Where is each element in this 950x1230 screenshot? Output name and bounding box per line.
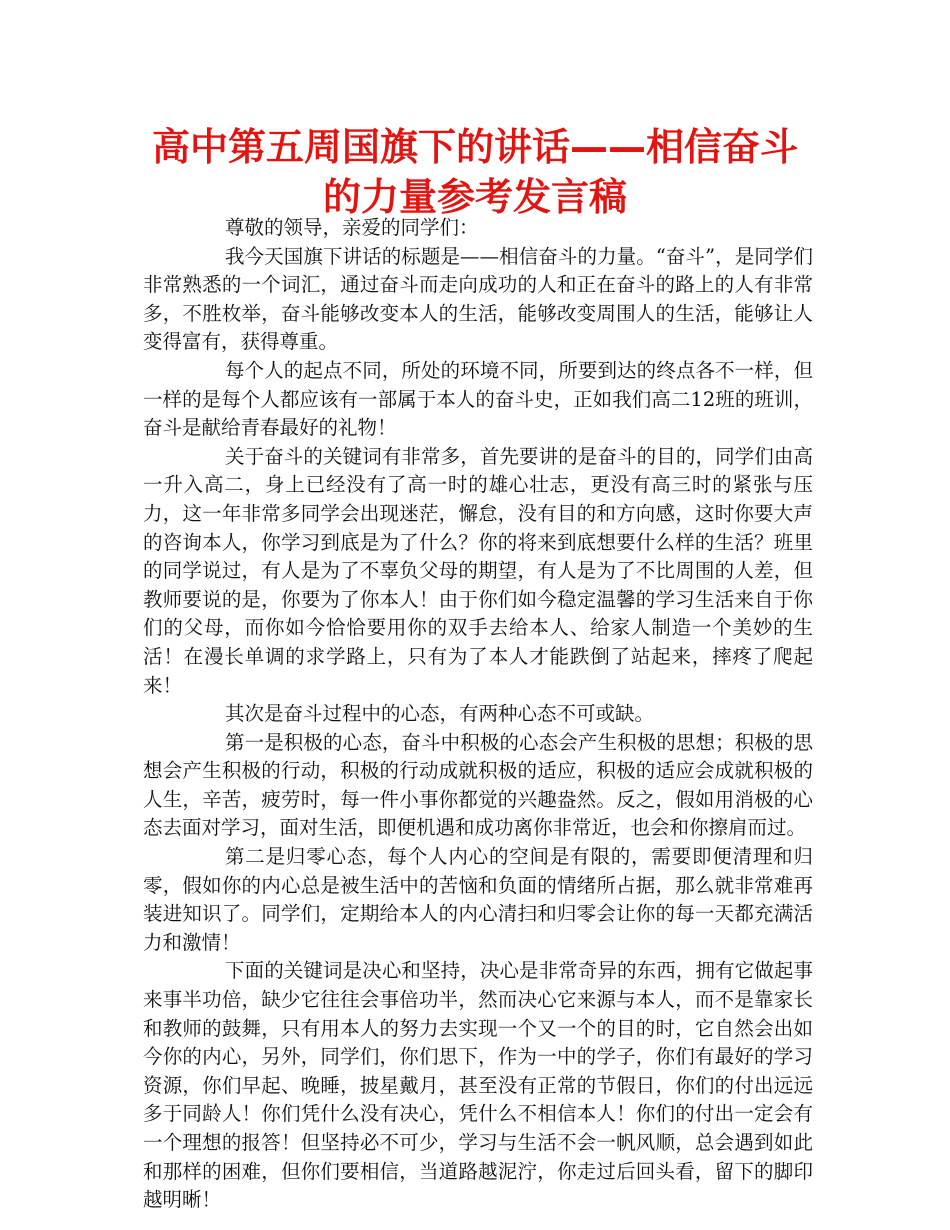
document-title: 高中第五周国旗下的讲话——相信奋斗的力量参考发言稿 [151,125,798,219]
document-body [143,214,813,1215]
paragraph: 关于奋斗的关键词有非常多，首先要讲的是奋斗的目的，同学们由高一升入高二，身上已经没有了高一时的雄心壮志，更没有高三时的紧张与压力，这一年非常多同学会出现迷茫，懈怠，没有目的和方向感，这时你要大声的咨询本人，你学习到底是为了什么？你的将来到底想要什么样的生活？班里的同学说过，有人是为了不辜负父母的期望，有人是为了不比周围的人差，但教师要说的是，你要为了你本人！由于你们如今稳定温馨的学习生活来自于你们的父母，而你如今恰恰要用你的双手去给本人、给家人制造一个美妙的生活！在漫长单调的求学路上，只有为了本人才能跌倒了站起来，摔疼了爬起来！ [143,444,813,697]
paragraph: 下面的关键词是决心和坚持，决心是非常奇异的东西，拥有它做起事来事半功倍，缺少它往往会事倍功半，然而决心它来源与本人，而不是靠家长和教师的鼓舞，只有用本人的努力去实现一个又一个的目的时，它自然会出如今你的内心，另外，同学们，你们思下，作为一中的学子，你们有最好的学习资源，你们早起、晚睡，披星戴月，甚至没有正常的节假日，你们的付出远远多于同龄人！你们凭什么没有决心，凭什么不相信本人！你们的付出一定会有一个理想的报答！但坚持必不可少，学习与生活不会一帆风顺，总会遇到如此和那样的困难，但你们要相信，当道路越泥泞，你走过后回头看，留下的脚印越明晰！ [143,959,813,1212]
paragraph: 第二是归零心态，每个人内心的空间是有限的，需要即便清理和归零，假如你的内心总是被生活中的苦恼和负面的情绪所占据，那么就非常难再装进知识了。同学们，定期给本人的内心清扫和归零会让你的每一天都充满活力和激情！ [143,845,813,954]
paragraph: 我今天国旗下讲话的标题是——相信奋斗的力量。“奋斗”，是同学们非常熟悉的一个词汇，通过奋斗而走向成功的人和正在奋斗的路上的人有非常多，不胜枚举，奋斗能够改变本人的生活，能够改变周围人的生活，能够让人变得富有，获得尊重。 [143,244,813,354]
paragraph: 第一是积极的心态，奋斗中积极的心态会产生积极的思想；积极的思想会产生积极的行动，积极的行动成就积极的适应，积极的适应会成就积极的人生，辛苦，疲劳时，每一件小事你都觉的兴趣盎然。反之，假如用消极的心态去面对学习，面对生活，即便机遇和成功离你非常近，也会和你擦肩而过。 [143,730,813,840]
salutation: 尊敬的领导，亲爱的同学们： [225,216,479,239]
paragraph: 每个人的起点不同，所处的环境不同，所要到达的终点各不一样，但一样的是每个人都应该有一部属于本人的奋斗史，正如我们高二12班的班训，奋斗是献给青春最好的礼物！ [143,358,813,440]
paragraph: 其次是奋斗过程中的心态，有两种心态不可或缺。 [225,702,655,726]
